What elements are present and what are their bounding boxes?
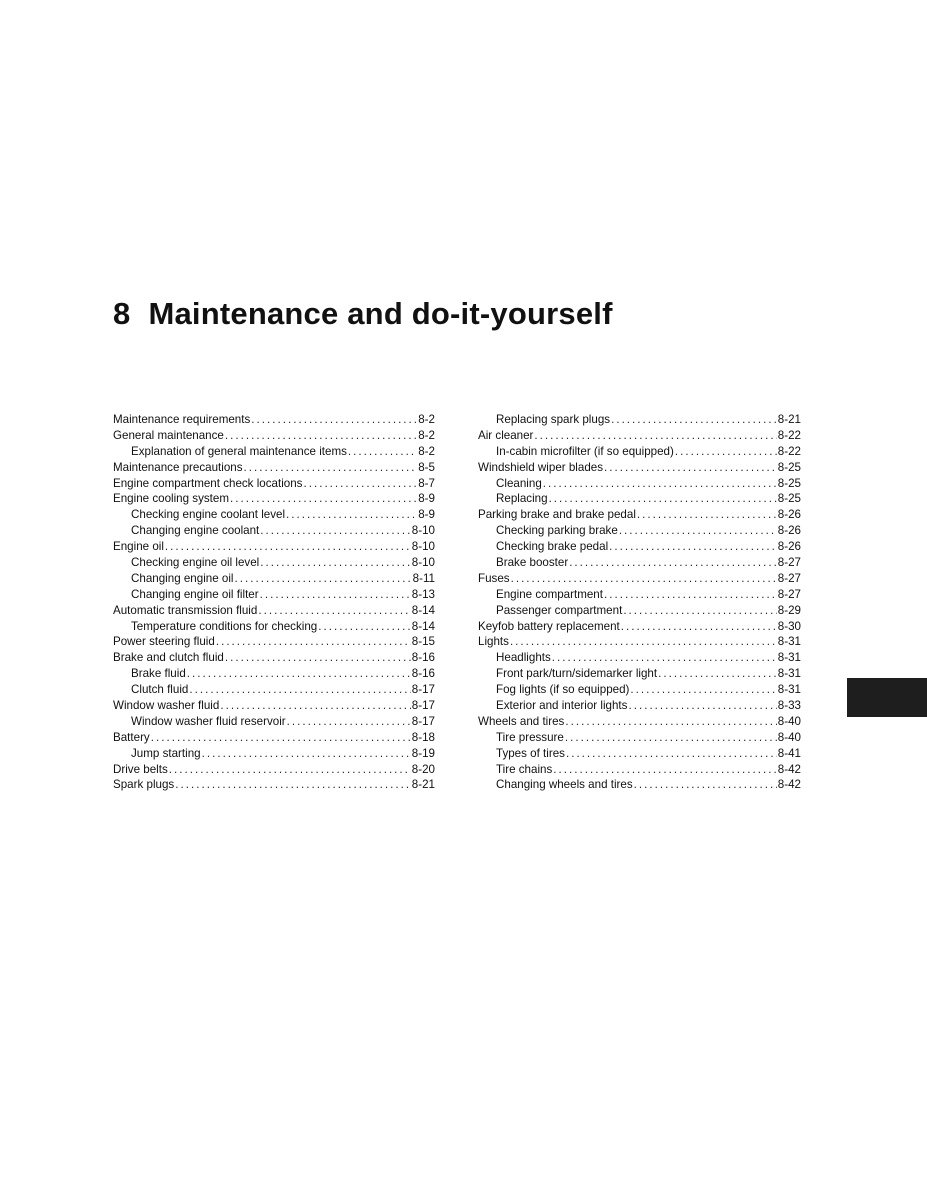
toc-entry[interactable] [113, 666, 435, 682]
dot-leader [552, 650, 777, 666]
dot-leader [658, 666, 777, 682]
toc-entry-label: Front park/turn/sidemarker light [496, 667, 658, 681]
toc-entry[interactable] [478, 507, 801, 523]
toc-entry[interactable] [113, 507, 435, 523]
toc-entry-label: Changing engine oil [131, 571, 234, 585]
toc-entry-page: 8-15 [411, 635, 435, 649]
dot-leader [604, 587, 777, 603]
toc-entry-page: 8-13 [411, 587, 435, 601]
toc-entry-page: 8-42 [777, 778, 801, 792]
toc-entry-label: Tire pressure [496, 730, 564, 744]
toc-entry-label: Lights [478, 635, 509, 649]
dot-leader [202, 746, 411, 762]
toc-entry[interactable] [113, 730, 435, 746]
dot-leader [348, 444, 417, 460]
toc-entry[interactable] [113, 539, 435, 555]
dot-leader [303, 476, 417, 492]
toc-entry-page: 8-26 [777, 540, 801, 554]
toc-entry-label: Engine compartment check locations [113, 476, 303, 490]
toc-entry-page: 8-31 [777, 667, 801, 681]
dot-leader [318, 619, 411, 635]
toc-entry[interactable] [113, 603, 435, 619]
dot-leader [604, 460, 777, 476]
chapter-tab-marker [847, 678, 927, 717]
toc-entry-page: 8-14 [411, 619, 435, 633]
toc-entry-label: Clutch fluid [131, 683, 189, 697]
toc-entry[interactable] [478, 730, 801, 746]
toc-entry-page: 8-16 [411, 667, 435, 681]
chapter-title-text: Maintenance and do-it-yourself [148, 296, 613, 331]
toc-entry-page: 8-27 [777, 556, 801, 570]
toc-entry[interactable] [478, 619, 801, 635]
dot-leader [287, 714, 411, 730]
chapter-number: 8 [113, 296, 131, 331]
toc-entry-page: 8-31 [777, 683, 801, 697]
dot-leader [235, 571, 412, 587]
toc-entry[interactable] [113, 476, 435, 492]
toc-entry[interactable] [113, 555, 435, 571]
toc-entry-label: Maintenance requirements [113, 413, 251, 426]
toc-entry-page: 8-2 [418, 428, 435, 442]
dot-leader [216, 634, 411, 650]
toc-entry-label: Replacing [496, 492, 548, 506]
dot-leader [260, 555, 411, 571]
dot-leader [225, 650, 411, 666]
toc-entry-label: Window washer fluid [113, 699, 220, 713]
toc-entry-page: 8-2 [418, 444, 435, 458]
dot-leader [169, 762, 411, 778]
dot-leader [621, 619, 777, 635]
toc-entry[interactable] [478, 762, 801, 778]
toc-entry[interactable] [478, 714, 801, 730]
toc-entry-page: 8-10 [411, 556, 435, 570]
dot-leader [189, 682, 410, 698]
toc-entry-page: 8-5 [418, 460, 435, 474]
toc-entry-page: 8-18 [411, 730, 435, 744]
toc-entry-page: 8-9 [418, 508, 435, 522]
toc-entry-label: Replacing spark plugs [496, 413, 611, 426]
toc-entry-label: Tire chains [496, 762, 553, 776]
toc-entry[interactable] [113, 746, 435, 762]
toc-entry[interactable] [113, 634, 435, 650]
dot-leader [634, 777, 777, 793]
dot-leader [628, 698, 776, 714]
dot-leader [511, 571, 777, 587]
toc-entry[interactable] [113, 714, 435, 730]
dot-leader [151, 730, 411, 746]
toc-entry-page: 8-17 [411, 714, 435, 728]
toc-entry-label: Windshield wiper blades [478, 460, 604, 474]
dot-leader [165, 539, 411, 555]
toc-entry-label: Temperature conditions for checking [131, 619, 318, 633]
dot-leader [260, 523, 411, 539]
toc-entry-label: In-cabin microfilter (if so equipped) [496, 444, 674, 458]
toc-entry[interactable] [113, 460, 435, 476]
toc-entry[interactable] [478, 460, 801, 476]
toc-entry-label: Spark plugs [113, 778, 175, 792]
toc-entry-page: 8-25 [777, 492, 801, 506]
toc-entry-page: 8-16 [411, 651, 435, 665]
toc-entry-label: Cleaning [496, 476, 542, 490]
toc-entry[interactable] [113, 650, 435, 666]
toc-entry-page: 8-7 [418, 476, 435, 490]
toc-entry-page: 8-25 [777, 460, 801, 474]
toc-entry-label: Maintenance precautions [113, 460, 243, 474]
toc-entry[interactable] [478, 666, 801, 682]
toc-entry-label: Checking engine coolant level [131, 508, 286, 522]
toc-entry-label: Automatic transmission fluid [113, 603, 258, 617]
toc-entry[interactable] [478, 634, 801, 650]
toc-entry-label: Window washer fluid reservoir [131, 714, 286, 728]
toc-entry-page: 8-21 [777, 413, 801, 426]
toc-entry-page: 8-2 [418, 413, 435, 426]
toc-entry[interactable] [478, 539, 801, 555]
toc-entry-page: 8-26 [777, 508, 801, 522]
toc-entry-label: Drive belts [113, 762, 168, 776]
toc-entry-label: General maintenance [113, 428, 224, 442]
toc-entry[interactable] [478, 555, 801, 571]
toc-entry-page: 8-17 [411, 699, 435, 713]
toc-entry-label: Engine oil [113, 540, 164, 554]
toc-entry-label: Engine cooling system [113, 492, 229, 506]
dot-leader [630, 682, 776, 698]
toc-entry-page: 8-41 [777, 746, 801, 760]
toc-entry[interactable] [478, 603, 801, 619]
toc-entry-label: Types of tires [496, 746, 565, 760]
toc-entry-label: Exterior and interior lights [496, 699, 628, 713]
toc-entry-page: 8-26 [777, 524, 801, 538]
toc-entry[interactable] [478, 777, 801, 793]
toc-entry-page: 8-11 [412, 571, 435, 585]
toc-entry[interactable] [478, 476, 801, 492]
toc-entry[interactable] [478, 428, 801, 444]
toc-entry-label: Brake fluid [131, 667, 186, 681]
toc-entry-label: Fuses [478, 571, 510, 585]
toc-entry[interactable] [478, 682, 801, 698]
dot-leader [230, 491, 417, 507]
toc-entry[interactable] [113, 682, 435, 698]
dot-leader [286, 507, 417, 523]
toc-entry-label: Headlights [496, 651, 551, 665]
toc-entry-label: Battery [113, 730, 150, 744]
dot-leader [187, 666, 411, 682]
toc-entry[interactable] [478, 746, 801, 762]
dot-leader [609, 539, 777, 555]
toc-entry-page: 8-40 [777, 730, 801, 744]
toc-entry-page: 8-21 [411, 778, 435, 792]
toc-entry[interactable] [113, 444, 435, 460]
toc-entry-label: Keyfob battery replacement [478, 619, 620, 633]
toc-entry-page: 8-31 [777, 651, 801, 665]
toc-entry[interactable] [478, 491, 801, 507]
toc-entry-label: Brake booster [496, 556, 569, 570]
toc-entry-page: 8-22 [777, 428, 801, 442]
toc-entry-label: Air cleaner [478, 428, 534, 442]
dot-leader [175, 777, 411, 793]
dot-leader [220, 698, 410, 714]
toc-entry-label: Parking brake and brake pedal [478, 508, 636, 522]
toc-entry-page: 8-27 [777, 587, 801, 601]
toc-entry-label: Power steering fluid [113, 635, 215, 649]
dot-leader [553, 762, 777, 778]
toc-entry[interactable] [113, 412, 435, 428]
toc-entry[interactable] [113, 428, 435, 444]
toc-entry[interactable] [113, 762, 435, 778]
toc-entry-page: 8-33 [777, 699, 801, 713]
toc-left-column [113, 412, 435, 793]
toc-entry-page: 8-19 [411, 746, 435, 760]
dot-leader [510, 634, 777, 650]
dot-leader [565, 714, 776, 730]
toc-entry-label: Checking engine oil level [131, 556, 260, 570]
toc-entry[interactable] [113, 571, 435, 587]
toc-entry[interactable] [113, 587, 435, 603]
dot-leader [534, 428, 776, 444]
dot-leader [225, 428, 417, 444]
toc-entry-page: 8-10 [411, 524, 435, 538]
toc-entry-page: 8-27 [777, 571, 801, 585]
toc-entry-page: 8-25 [777, 476, 801, 490]
toc-entry[interactable] [113, 491, 435, 507]
dot-leader [549, 491, 777, 507]
toc-entry-page: 8-17 [411, 683, 435, 697]
toc-entry-page: 8-30 [777, 619, 801, 633]
dot-leader [566, 746, 777, 762]
toc-entry[interactable] [113, 619, 435, 635]
toc-entry-label: Passenger compartment [496, 603, 623, 617]
dot-leader [623, 603, 776, 619]
dot-leader [619, 523, 777, 539]
dot-leader [637, 507, 777, 523]
toc-entry-label: Jump starting [131, 746, 201, 760]
toc-entry[interactable] [478, 698, 801, 714]
toc-entry-label: Changing wheels and tires [496, 778, 633, 792]
toc-right-column [478, 412, 801, 793]
toc-entry[interactable] [113, 698, 435, 714]
toc-entry[interactable] [478, 412, 801, 428]
dot-leader [565, 730, 777, 746]
toc-entry-label: Changing engine coolant [131, 524, 260, 538]
toc-entry-page: 8-31 [777, 635, 801, 649]
toc-entry-label: Checking parking brake [496, 524, 618, 538]
toc-entry-label: Fog lights (if so equipped) [496, 683, 630, 697]
toc-entry[interactable] [478, 444, 801, 460]
toc-entry-page: 8-22 [777, 444, 801, 458]
toc-entry-page: 8-9 [418, 492, 435, 506]
toc-entry-label: Checking brake pedal [496, 540, 609, 554]
toc-entry[interactable] [113, 777, 435, 793]
toc-entry-page: 8-29 [777, 603, 801, 617]
toc-entry-label: Brake and clutch fluid [113, 651, 224, 665]
dot-leader [611, 412, 777, 428]
dot-leader [251, 412, 417, 428]
dot-leader [244, 460, 418, 476]
toc-entry[interactable] [478, 650, 801, 666]
dot-leader [258, 603, 410, 619]
dot-leader [260, 587, 411, 603]
toc-entry-page: 8-42 [777, 762, 801, 776]
toc-entry-label: Explanation of general maintenance items [131, 444, 347, 458]
toc-entry-page: 8-10 [411, 540, 435, 554]
toc-entry-label: Wheels and tires [478, 714, 565, 728]
toc-entry-label: Changing engine oil filter [131, 587, 259, 601]
toc-entry-label: Engine compartment [496, 587, 603, 601]
toc-entry[interactable] [478, 587, 801, 603]
dot-leader [543, 476, 777, 492]
toc-entry-page: 8-20 [411, 762, 435, 776]
dot-leader [675, 444, 777, 460]
toc-entry-page: 8-40 [777, 714, 801, 728]
toc-entry[interactable] [113, 523, 435, 539]
chapter-title [113, 296, 613, 332]
dot-leader [569, 555, 777, 571]
toc-entry[interactable] [478, 523, 801, 539]
toc-entry-page: 8-14 [411, 603, 435, 617]
toc-entry[interactable] [478, 571, 801, 587]
